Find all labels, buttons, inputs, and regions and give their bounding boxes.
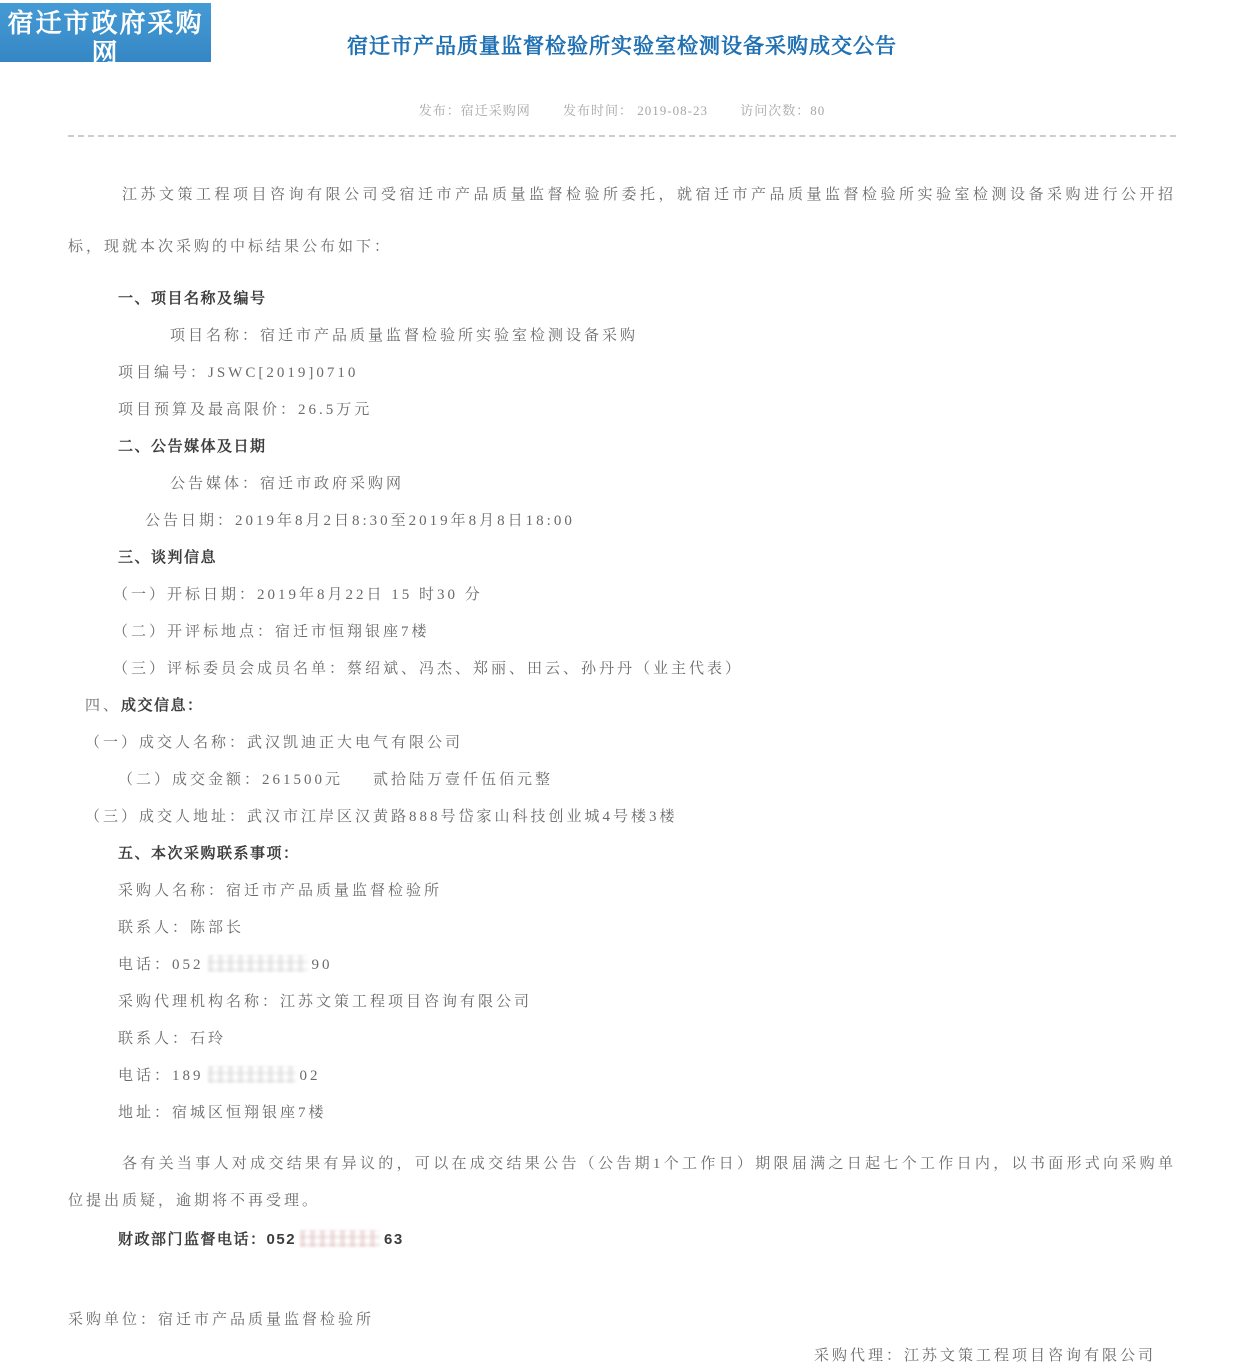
evaluation-committee-line: （三）评标委员会成员名单：蔡绍斌、冯杰、郑丽、田云、孙丹丹（业主代表） [113, 661, 744, 677]
bid-open-date-line: （一）开标日期：2019年8月22日 15 时30 分 [113, 587, 483, 603]
announcement-date-line: 公告日期：2019年8月2日8:30至2019年8月8日18:00 [145, 513, 575, 529]
site-logo-subtitle: SUQIANSHIZHENGFUCAITOUWANG [5, 69, 206, 81]
article-meta [0, 100, 1244, 119]
section4-heading-text: 成交信息： [121, 697, 204, 714]
project-number-line: 项目编号：JSWC[2019]0710 [118, 365, 359, 381]
intro-paragraph: 江苏文策工程项目咨询有限公司受宿迁市产品质量监督检验所委托，就宿迁市产品质量监督检验所实验室检测设备采购进行公开招标，现就本次采购的中标结果公布如下： [68, 187, 1176, 255]
redacted-digits [208, 955, 308, 972]
project-budget-line: 项目预算及最高限价：26.5万元 [118, 402, 373, 418]
page-title: 宿迁市产品质量监督检验所实验室检测设备采购成交公告 [347, 35, 897, 58]
winning-amount-line [118, 769, 1176, 791]
supervision-prefix: 052 [266, 1231, 297, 1248]
agency-name-line: 采购代理机构名称：江苏文策工程项目咨询有限公司 [118, 994, 533, 1010]
phone-suffix: 02 [299, 1068, 321, 1084]
supervision-label: 财政部门监督电话： [118, 1231, 267, 1248]
supervision-suffix: 63 [384, 1231, 404, 1248]
purchasing-agency-line: 采购代理：江苏文策工程项目咨询有限公司 [813, 1348, 1156, 1364]
buyer-phone-line [118, 954, 1176, 976]
phone-label: 电话： [118, 1068, 173, 1084]
buyer-contact-line: 联系人：陈部长 [118, 920, 245, 936]
site-logo[interactable] [0, 3, 211, 81]
supervision-phone-line [118, 1229, 1176, 1251]
meta-publisher: 发布：宿迁采购网 [418, 103, 531, 118]
phone-suffix: 90 [311, 957, 333, 973]
agency-phone-line [118, 1065, 1176, 1087]
announcement-media-line: 公告媒体：宿迁市政府采购网 [170, 476, 405, 492]
meta-visit-count: 访问次数：80 [740, 103, 826, 118]
section5-heading: 五、本次采购联系事项： [118, 845, 300, 862]
agency-address-line: 地址：宿城区恒翔银座7楼 [118, 1105, 327, 1121]
site-logo-title: 宿迁市政府采购网 [7, 8, 204, 68]
section1-heading: 一、项目名称及编号 [118, 290, 267, 307]
agency-contact-line: 联系人：石玲 [118, 1031, 227, 1047]
project-name-line: 项目名称：宿迁市产品质量监督检验所实验室检测设备采购 [170, 328, 639, 344]
article-body [68, 169, 1176, 1251]
dashed-divider [68, 135, 1176, 137]
section3-heading: 三、谈判信息 [118, 549, 218, 566]
winner-address-line: （三）成交人地址：武汉市江岸区汉黄路888号岱家山科技创业城4号楼3楼 [85, 809, 678, 825]
redacted-digits [208, 1066, 296, 1083]
objection-notice-paragraph: 各有关当事人对成交结果有异议的，可以在成交结果公告（公告期1个工作日）期限届满之日起七个工作日内，以书面形式向采购单位提出质疑，逾期将不再受理。 [68, 1156, 1176, 1209]
redacted-digits [300, 1230, 380, 1247]
winning-amount-numeric: （二）成交金额：261500元 [118, 772, 344, 788]
article-footer [68, 1309, 1176, 1367]
winner-name-line: （一）成交人名称：武汉凯迪正大电气有限公司 [85, 735, 464, 751]
purchasing-unit-line: 采购单位：宿迁市产品质量监督检验所 [68, 1312, 375, 1328]
buyer-name-line: 采购人名称：宿迁市产品质量监督检验所 [118, 883, 443, 899]
phone-prefix: 052 [172, 957, 204, 973]
bid-open-location-line: （二）开评标地点：宿迁市恒翔银座7楼 [113, 624, 430, 640]
section4-heading [85, 695, 1176, 717]
section2-heading: 二、公告媒体及日期 [118, 438, 267, 455]
page-header [0, 0, 1244, 81]
winning-amount-capital: 贰拾陆万壹仟伍佰元整 [373, 772, 554, 788]
section4-heading-number: 四、 [85, 698, 122, 714]
phone-prefix: 189 [172, 1068, 204, 1084]
meta-publish-time: 发布时间： 2019-08-23 [563, 103, 708, 118]
phone-label: 电话： [118, 957, 173, 973]
